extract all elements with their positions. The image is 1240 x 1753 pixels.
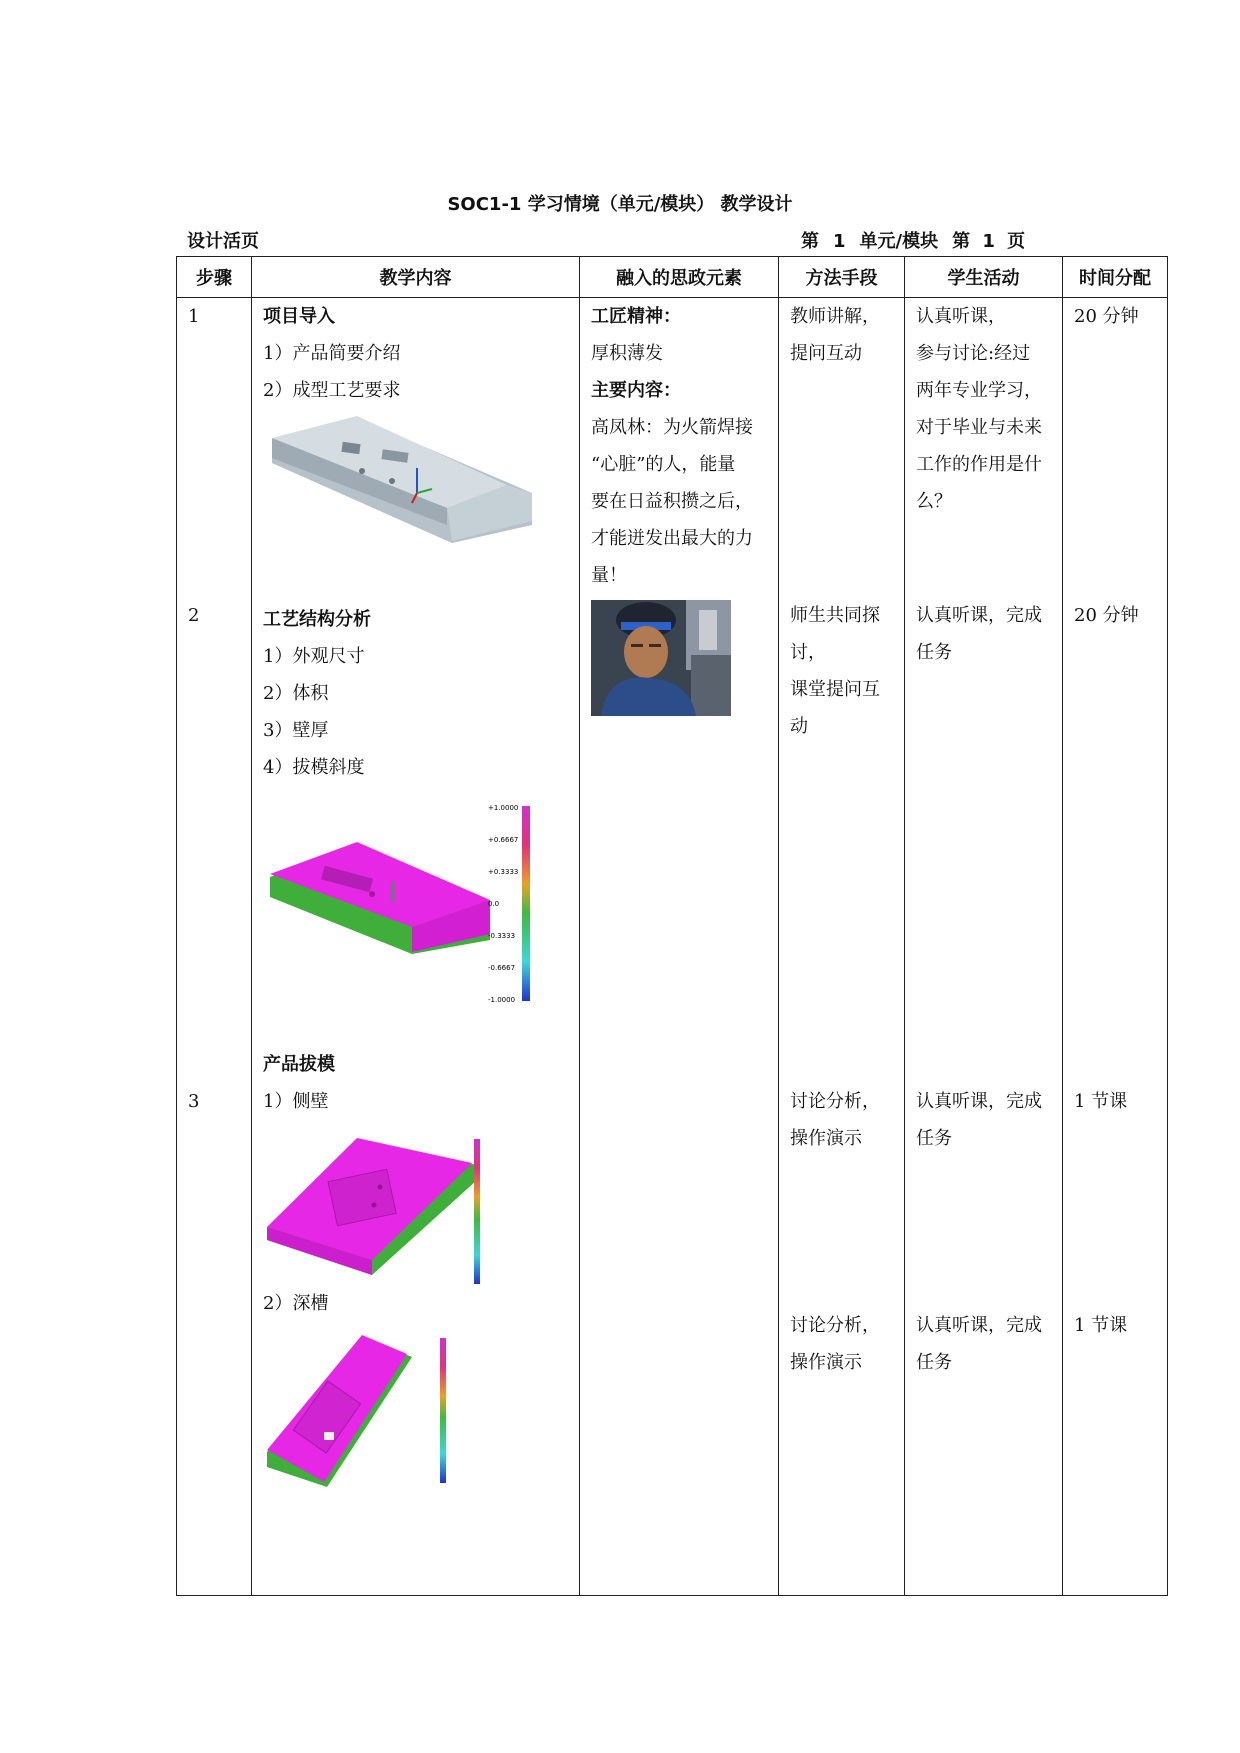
document-title: SOC1-1 学习情境（单元/模块） 教学设计 (447, 194, 793, 215)
ideology-line: 量！ (591, 565, 627, 586)
legend-label: +0.3333 (488, 868, 519, 876)
header-activity: 学生活动 (905, 257, 1063, 298)
ideology-line: 高凤林：为火箭焊接 (591, 417, 753, 438)
activity-line: 工作的作用是什 (916, 454, 1042, 475)
activity-line: 认真听课，完成 (916, 1091, 1042, 1112)
welder-photo (591, 600, 731, 716)
unit-number: 1 (833, 231, 846, 252)
ideology-label: 工匠精神： (591, 306, 681, 327)
item-line: 2）成型工艺要求 (263, 380, 401, 401)
ideology-label: 主要内容： (591, 380, 681, 401)
legend-label: -0.6667 (488, 964, 516, 972)
header-time: 时间分配 (1063, 257, 1168, 298)
item-title: 项目导入 (263, 306, 335, 327)
item-title: 工艺结构分析 (263, 609, 371, 630)
item-line: 1）侧壁 (263, 1091, 329, 1112)
item-line: 1）产品简要介绍 (263, 343, 401, 364)
draft-analysis-image (262, 802, 572, 1027)
ideology-column (580, 298, 779, 1596)
activity-line: 认真听课，完成 (916, 605, 1042, 626)
time-column (1063, 298, 1168, 1596)
page-number: 第 1 页 (952, 231, 1026, 252)
activity-line: 两年专业学习， (916, 380, 1042, 401)
item-title: 产品拔模 (263, 1054, 335, 1075)
ideology-value: 厚积薄发 (591, 343, 663, 364)
page-part: 单元/模块 (859, 231, 939, 252)
content-column (252, 298, 580, 1596)
table-header-row (177, 257, 1168, 298)
activity-line: 任务 (916, 1352, 952, 1373)
legend-label: +1.0000 (488, 804, 519, 812)
method-line: 教师讲解， (790, 306, 880, 327)
legend-label: -1.0000 (488, 996, 516, 1004)
method-line: 讨论分析， (790, 1315, 880, 1336)
sidewall-draft-image (262, 1135, 542, 1295)
page-part: 第 (801, 231, 819, 252)
method-line: 讨论分析， (790, 1091, 880, 1112)
worksheet-label: 设计活页 (187, 231, 259, 252)
method-line: 动 (790, 716, 808, 737)
activity-line: 对于毕业与未来 (916, 417, 1042, 438)
method-line: 师生共同探 (790, 605, 880, 626)
item-line: 3）壁厚 (263, 720, 329, 741)
lesson-plan-table (176, 256, 1168, 1596)
activity-line: 认真听课， (916, 306, 1006, 327)
item-line: 2）深槽 (263, 1293, 329, 1314)
method-line: 提问互动 (790, 343, 862, 364)
header-content: 教学内容 (252, 257, 580, 298)
time-value: 20 分钟 (1074, 605, 1139, 626)
activity-line: 任务 (916, 1128, 952, 1149)
method-column (779, 298, 905, 1596)
header-ideology: 融入的思政元素 (580, 257, 779, 298)
ideology-line: 才能迸发出最大的力 (591, 528, 753, 549)
deep-slot-draft-image (262, 1332, 462, 1502)
header-method: 方法手段 (779, 257, 905, 298)
page-indicator (801, 227, 1039, 253)
product-model-image (262, 413, 542, 553)
time-value: 1 节课 (1074, 1315, 1128, 1336)
activity-line: 么？ (916, 491, 952, 512)
legend-label: +0.6667 (488, 836, 519, 844)
step-number: 2 (188, 605, 200, 626)
legend-label: -0.3333 (488, 932, 516, 940)
step-number: 1 (188, 306, 200, 327)
time-value: 20 分钟 (1074, 306, 1139, 327)
ideology-line: 要在日益积攒之后， (591, 491, 753, 512)
activity-line: 参与讨论:经过 (916, 343, 1031, 364)
step-column (177, 298, 252, 1596)
activity-line: 认真听课，完成 (916, 1315, 1042, 1336)
step-number: 3 (188, 1091, 200, 1112)
item-line: 4）拔模斜度 (263, 757, 365, 778)
activity-column (905, 298, 1063, 1596)
method-line: 讨， (790, 642, 826, 663)
table-row (177, 298, 1168, 1596)
legend-label: 0.0 (488, 900, 500, 908)
method-line: 操作演示 (790, 1128, 862, 1149)
item-line: 2）体积 (263, 683, 329, 704)
item-line: 1）外观尺寸 (263, 646, 365, 667)
activity-line: 任务 (916, 642, 952, 663)
time-value: 1 节课 (1074, 1091, 1128, 1112)
header-step: 步骤 (177, 257, 252, 298)
method-line: 课堂提问互 (790, 679, 880, 700)
ideology-line: “心脏”的人，能量 (591, 454, 736, 475)
method-line: 操作演示 (790, 1352, 862, 1373)
